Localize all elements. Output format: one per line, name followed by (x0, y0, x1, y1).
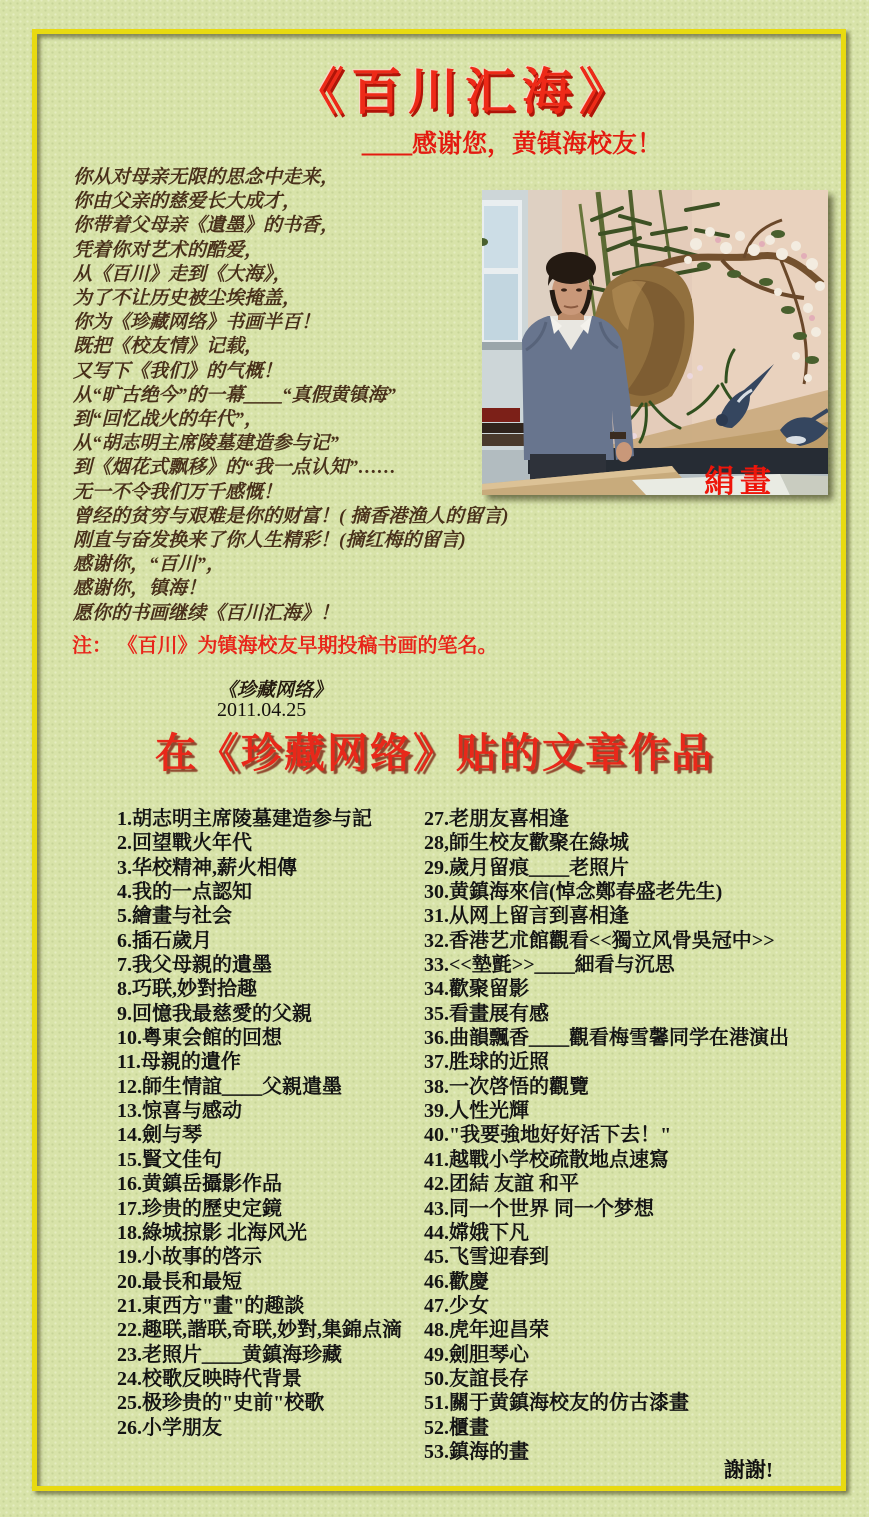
article-item: 42.团結 友誼 和平 (424, 1173, 579, 1196)
dedication-poem (73, 166, 508, 626)
poem-line: 曾经的贫穷与艰难是你的财富！( 摘香港渔人的留言) (73, 505, 509, 527)
poem-line: 你从对母亲无限的思念中走来， (73, 167, 340, 188)
poem-line: 从《百川》走到《大海》， (73, 263, 292, 285)
article-item: 27.老朋友喜相逢 (424, 808, 569, 830)
article-item: 1.胡志明主席陵墓建造参与記 (117, 808, 372, 830)
article-item: 37.胜球的近照 (424, 1051, 549, 1074)
article-item: 14.劍与琴 (117, 1124, 202, 1147)
article-item: 45.飞雪迎春到 (424, 1246, 549, 1269)
article-item: 50.友誼長存 (424, 1367, 529, 1390)
article-item: 4.我的一点認知 (117, 881, 252, 904)
article-item: 52.櫃畫 (424, 1416, 489, 1439)
poem-line: 感谢你，“百川”， (73, 554, 226, 576)
article-item: 23.老照片＿＿黄鎮海珍藏 (117, 1343, 342, 1366)
article-item: 35.看畫展有感 (424, 1002, 549, 1025)
article-item: 32.香港艺朮館觀看<<獨立风骨吳冠中>> (424, 929, 775, 952)
article-item: 3.华校精神,薪火相傳 (117, 856, 297, 879)
footnote: 注： 《百川》为镇海校友早期投稿书画的笔名。 (72, 635, 498, 657)
article-item: 36.曲韻飄香＿＿觀看梅雪馨同学在港演出 (424, 1027, 789, 1050)
poem-line: 刚直与奋发换来了你人生精彩！(摘红梅的留言) (73, 530, 466, 552)
page-title: 《百川汇海》 (294, 64, 636, 120)
article-item: 30.黄鎮海來信(悼念鄭春盛老先生) (424, 881, 723, 904)
attribution-date: 2011.04.25 (217, 699, 307, 721)
poem-line: 既把《校友情》记载， (73, 336, 264, 358)
article-item: 29.歲月留痕＿＿老照片 (424, 856, 629, 879)
article-item: 41.越戰小学校疏散地点速寫 (424, 1148, 669, 1171)
article-item: 33.<<墊氈>>＿＿細看与沉思 (424, 954, 675, 977)
article-item: 44.嫦娥下凡 (424, 1221, 529, 1244)
poem-line: 从“旷古绝今”的一幕＿＿“真假黄镇海” (73, 384, 397, 406)
dedication-subtitle: ＿＿感谢您，黄镇海校友！ (362, 130, 663, 158)
article-item: 7.我父母親的遺墨 (117, 954, 272, 977)
photo-of-alumnus (482, 190, 828, 499)
article-item: 16.黄鎮岳攝影作品 (117, 1173, 282, 1196)
article-item: 22.趣联,諧联,奇联,妙對,集錦点滴 (117, 1319, 402, 1342)
article-item: 24.校歌反映時代背景 (117, 1367, 302, 1390)
article-item: 10.粤東会館的回想 (117, 1027, 282, 1050)
article-item: 19.小故事的啓示 (117, 1246, 262, 1269)
article-item: 39.人性光輝 (424, 1100, 529, 1123)
poem-line: 你为《珍藏网络》书画半百！ (73, 312, 321, 334)
article-item: 51.關于黄鎮海校友的仿古漆畫 (424, 1392, 689, 1415)
article-list-right-column (424, 807, 789, 1464)
attribution-source: 《珍藏网络》 (218, 680, 333, 701)
article-item: 26.小学朋友 (117, 1416, 222, 1439)
article-item: 21.東西方"畫"的趣談 (117, 1294, 305, 1317)
article-item: 49.劍胆琴心 (424, 1343, 529, 1366)
poem-line: 又写下《我们》的气概！ (73, 360, 283, 382)
article-item: 38.一次啓悟的觀覽 (424, 1075, 589, 1098)
thanks-note: 謝謝! (724, 1458, 773, 1482)
article-item: 53.鎮海的畫 (424, 1440, 529, 1463)
silk-painting-photo-illustration (482, 190, 828, 495)
article-item: 13.惊喜与感动 (117, 1100, 242, 1123)
poem-line: 到《烟花式飘移》的“我一点认知”…… (73, 457, 397, 479)
article-item: 31.从网上留言到喜相逢 (424, 905, 629, 928)
article-item: 5.繪畫与社会 (117, 905, 232, 928)
poem-line: 到“回忆战火的年代”， (73, 409, 264, 431)
article-item: 2.回望戰火年代 (117, 832, 252, 855)
article-item: 47.少女 (424, 1294, 489, 1317)
article-item: 11.母親的遺作 (117, 1051, 241, 1074)
article-item: 43.同一个世界 同一个梦想 (424, 1197, 654, 1220)
article-item: 12.師生情誼＿＿父親遣墨 (117, 1075, 342, 1098)
article-item: 46.歡慶 (424, 1270, 489, 1293)
article-list-heading: 在《珍藏网络》贴的文章作品 (155, 730, 714, 776)
article-item: 9.回憶我最慈愛的父親 (117, 1002, 312, 1025)
article-item: 40."我要強地好好活下去！" (424, 1124, 672, 1147)
article-list-left-column (117, 807, 402, 1440)
poem-line: 为了不让历史被尘埃掩盖， (73, 288, 302, 310)
article-item: 17.珍贵的歷史定鏡 (117, 1197, 282, 1220)
poem-line: 你带着父母亲《遺墨》的书香， (73, 215, 340, 237)
poem-line: 你由父亲的慈爱长大成才， (73, 191, 302, 213)
article-item: 6.插石歲月 (117, 929, 212, 952)
poem-line: 感谢你，镇海！ (73, 578, 207, 600)
article-item: 34.歡聚留影 (424, 978, 529, 1001)
poem-line: 无一不令我们万千感慨！ (73, 481, 283, 503)
poem-line: 凭着你对艺术的酷爱， (73, 239, 264, 261)
article-item: 8.巧联,妙對拾趣 (117, 978, 257, 1001)
poem-line: 愿你的书画继续《百川汇海》！ (73, 602, 340, 624)
article-item: 48.虎年迎昌荣 (424, 1319, 549, 1342)
article-item: 18.綠城掠影 北海风光 (117, 1221, 307, 1244)
article-item: 25.极珍贵的"史前"校歌 (117, 1392, 325, 1415)
photo-caption-silk-painting: 絹畫 (704, 464, 776, 499)
article-item: 20.最長和最短 (117, 1270, 242, 1293)
article-item: 28,師生校友歡聚在綠城 (424, 832, 629, 855)
poem-line: 从“胡志明主席陵墓建造参与记” (73, 433, 340, 455)
article-item: 15.賢文佳句 (117, 1148, 222, 1171)
